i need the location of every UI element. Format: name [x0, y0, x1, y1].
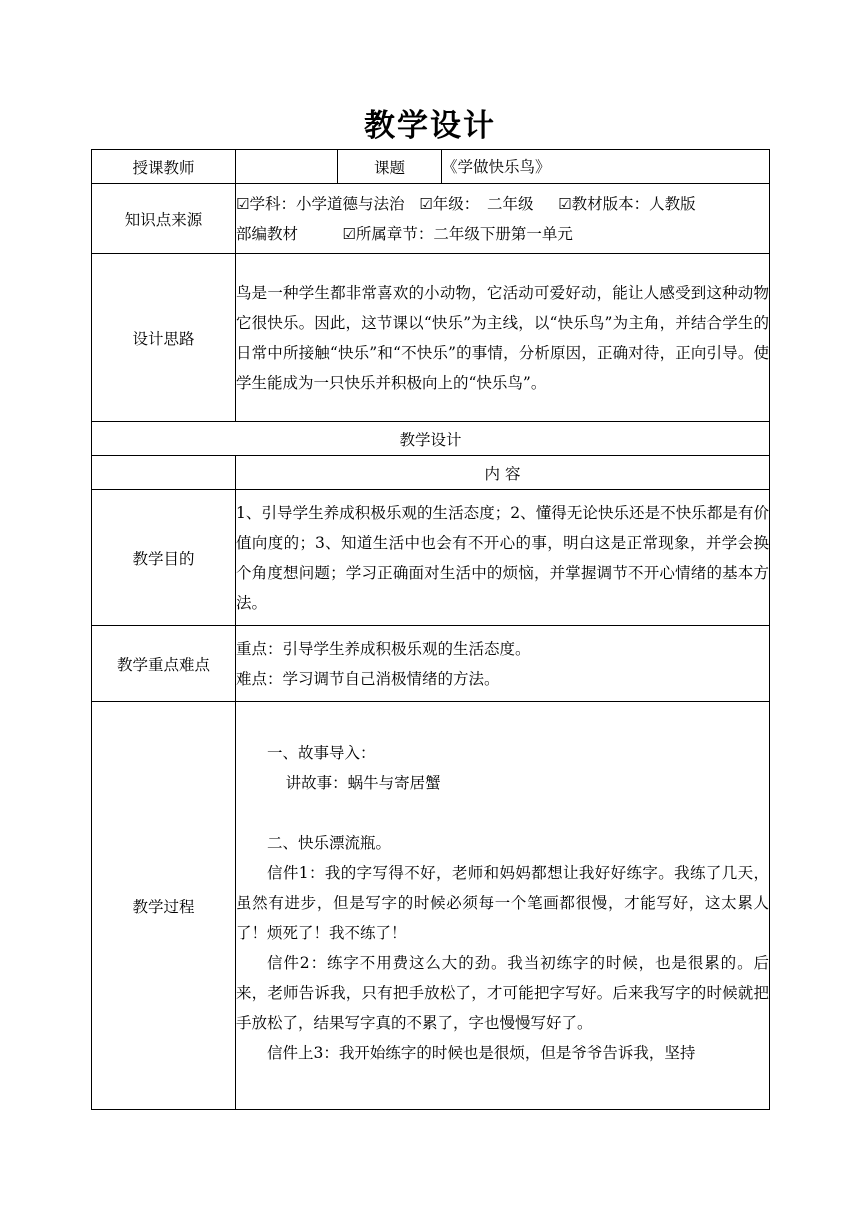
- table-row: [92, 490, 770, 626]
- key-points-label: 教学重点难点: [92, 626, 236, 702]
- source-line-2: [236, 219, 769, 249]
- document-title: 教学设计: [364, 108, 496, 144]
- checkbox-icon: ☑: [236, 194, 250, 213]
- letter-1: 信件1：我的字写得不好，老师和妈妈都想让我好好练字。我练了几天，虽然有进步，但是写字的时候必须每一个笔画都很慢，才能写好，这太累人了！烦死了！我不练了！: [236, 864, 769, 942]
- design-idea-label: 设计思路: [92, 254, 236, 422]
- table-row: [92, 422, 770, 456]
- difficult-point: 难点：学习调节自己消极情绪的方法。: [236, 669, 500, 688]
- checkbox-icon: ☑: [558, 194, 572, 213]
- key-point: 重点：引导学生养成积极乐观的生活态度。: [236, 639, 531, 658]
- checkbox-icon: ☑: [342, 224, 356, 243]
- table-row: [92, 150, 770, 184]
- key-points-content: [236, 626, 770, 702]
- subject-text: 学科：小学道德与法治: [249, 194, 405, 213]
- topic-label: 课题: [338, 150, 442, 184]
- source-line-1: [236, 189, 769, 219]
- edition-text: 教材版本：人教版: [571, 194, 696, 213]
- lesson-plan-table: [91, 149, 770, 1110]
- empty-cell: [92, 456, 236, 490]
- edition-text-cont: 部编教材: [236, 224, 299, 243]
- process-label: 教学过程: [92, 702, 236, 1110]
- process-step1-body: 讲故事：蜗牛与寄居蟹: [285, 774, 441, 792]
- checkbox-icon: ☑: [419, 194, 433, 213]
- source-label: 知识点来源: [92, 184, 236, 254]
- process-step1-title: 一、故事导入：: [267, 744, 376, 762]
- source-content: [236, 184, 770, 254]
- objectives-label: 教学目的: [92, 490, 236, 626]
- section-heading: 教学设计: [92, 422, 770, 456]
- letter-3: 信件上3：我开始练字的时候也是很烦，但是爷爷告诉我，坚持: [267, 1044, 696, 1062]
- table-row: [92, 702, 770, 1110]
- teacher-label: 授课教师: [92, 150, 236, 184]
- process-content: [236, 702, 770, 1110]
- content-heading: 内 容: [236, 456, 770, 490]
- table-row: [92, 456, 770, 490]
- topic-value: 《学做快乐鸟》: [442, 150, 770, 184]
- table-row: [92, 254, 770, 422]
- design-idea-text: 鸟是一种学生都非常喜欢的小动物，它活动可爱好动，能让人感受到这种动物它很快乐。因此，这节课以“快乐”为主线，以“快乐鸟”为主角，并结合学生的日常中所接触“快乐”和“不快乐”的事情，分析原因，正确对待，正向引导。使学生能成为一只快乐并积极向上的“快乐鸟”。: [236, 254, 770, 422]
- process-step2-title: 二、快乐漂流瓶。: [267, 834, 392, 852]
- table-row: [92, 626, 770, 702]
- chapter-text: 所属章节：二年级下册第一单元: [355, 224, 573, 243]
- grade-text: 年级： 二年级: [432, 194, 534, 213]
- teacher-value: [236, 150, 338, 184]
- objectives-text: 1、引导学生养成积极乐观的生活态度；2、懂得无论快乐还是不快乐都是有价值向度的；3、知道生活中也会有不开心的事，明白这是正常现象，并学会换个角度想问题；学习正确面对生活中的烦恼，并掌握调节不开心情绪的基本方法。: [236, 490, 770, 626]
- letter-2: 信件2：练字不用费这么大的劲。我当初练字的时候，也是很累的。后来，老师告诉我，只有把手放松了，才可能把字写好。后来我写字的时候就把手放松了，结果写字真的不累了，字也慢慢写好了。: [236, 954, 769, 1032]
- table-row: [92, 184, 770, 254]
